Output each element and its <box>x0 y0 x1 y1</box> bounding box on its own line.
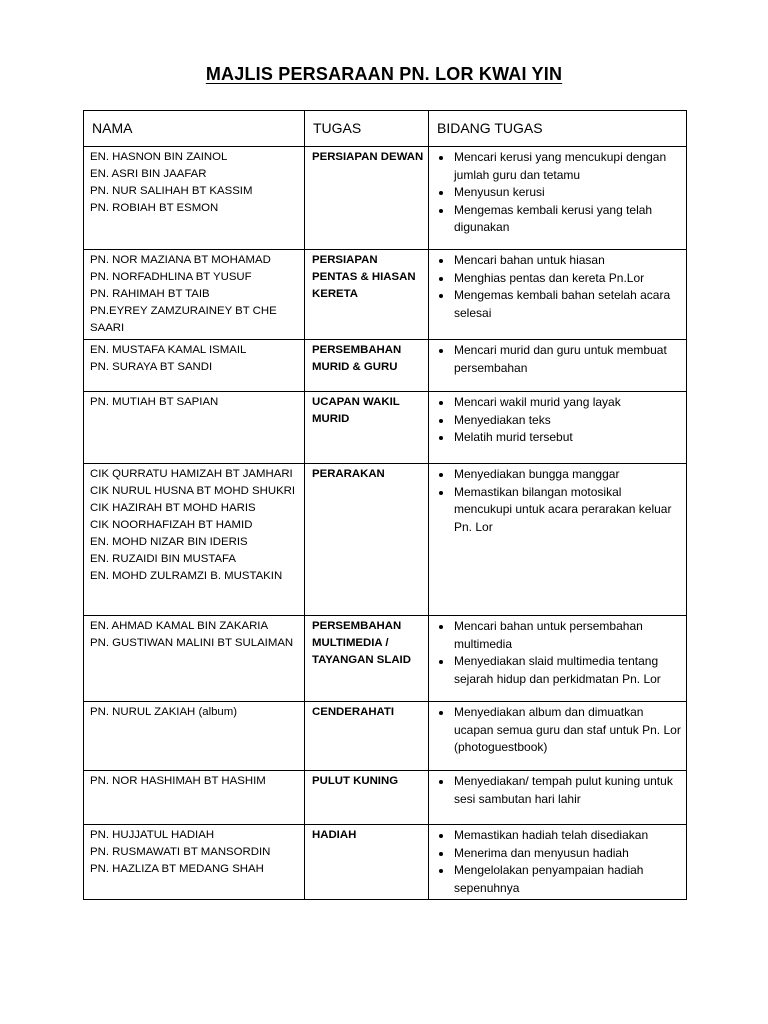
duty-name: PERSEMBAHAN MURID & GURU <box>312 344 402 373</box>
person-name: PN. NOR MAZIANA BT MOHAMAD <box>90 254 271 266</box>
task-item: Memastikan bilangan motosikal mencukupi untuk acara perarakan keluar Pn. Lor <box>429 484 682 537</box>
person-name: PN. HAZLIZA BT MEDANG SHAH <box>90 863 264 875</box>
duty-name: PERSIAPAN PENTAS & HIASAN KERETA <box>312 254 416 300</box>
duty-name: HADIAH <box>312 829 357 841</box>
task-list <box>429 771 686 810</box>
task-item: Menyusun kerusi <box>429 184 682 202</box>
person-name: PN. GUSTIWAN MALINI BT SULAIMAN <box>90 637 294 649</box>
task-list <box>429 616 686 690</box>
cell-tugas <box>305 392 429 464</box>
person-name: EN. MOHD NIZAR BIN IDERIS <box>90 536 248 548</box>
duty-table <box>83 110 687 900</box>
name-list <box>84 250 304 339</box>
task-list <box>429 250 686 324</box>
person-name: EN. MUSTAFA KAMAL ISMAIL <box>90 344 247 356</box>
duty-name: PERARAKAN <box>312 468 385 480</box>
cell-bidang-tugas <box>429 340 687 392</box>
task-item: Mencari kerusi yang mencukupi dengan jumlah guru dan tetamu <box>429 149 682 184</box>
cell-tugas <box>305 464 429 616</box>
person-name: CIK HAZIRAH BT MOHD HARIS <box>90 502 256 514</box>
name-list <box>84 771 304 792</box>
header-bidang-tugas: BIDANG TUGAS <box>429 111 687 147</box>
name-list <box>84 702 304 723</box>
duty-name: PERSIAPAN DEWAN <box>312 151 424 163</box>
task-item: Menyediakan teks <box>429 412 682 430</box>
table-row <box>84 616 687 702</box>
cell-nama <box>84 825 305 900</box>
person-name: EN. HASNON BIN ZAINOL <box>90 151 228 163</box>
cell-nama <box>84 392 305 464</box>
table-body <box>84 147 687 900</box>
cell-bidang-tugas <box>429 392 687 464</box>
cell-bidang-tugas <box>429 616 687 702</box>
cell-nama <box>84 147 305 250</box>
task-list <box>429 392 686 449</box>
person-name: CIK QURRATU HAMIZAH BT JAMHARI <box>90 468 293 480</box>
table-row <box>84 147 687 250</box>
task-item: Menyediakan bungga manggar <box>429 466 682 484</box>
header-tugas: TUGAS <box>305 111 429 147</box>
task-item: Memastikan hadiah telah disediakan <box>429 827 682 845</box>
duty-name: PERSEMBAHAN MULTIMEDIA / TAYANGAN SLAID <box>312 620 411 666</box>
task-list <box>429 340 686 379</box>
cell-nama <box>84 616 305 702</box>
task-item: Mencari bahan untuk hiasan <box>429 252 682 270</box>
cell-tugas <box>305 825 429 900</box>
cell-bidang-tugas <box>429 825 687 900</box>
task-item: Menyediakan slaid multimedia tentang sejarah hidup dan perkidmatan Pn. Lor <box>429 653 682 688</box>
task-item: Mengelolakan penyampaian hadiah sepenuhnya <box>429 862 682 897</box>
task-list <box>429 702 686 759</box>
cell-tugas <box>305 147 429 250</box>
name-list <box>84 616 304 654</box>
person-name: EN. MOHD ZULRAMZI B. MUSTAKIN <box>90 570 283 582</box>
cell-tugas <box>305 340 429 392</box>
task-list <box>429 464 686 538</box>
cell-bidang-tugas <box>429 702 687 771</box>
person-name: EN. RUZAIDI BIN MUSTAFA <box>90 553 236 565</box>
table-row <box>84 702 687 771</box>
person-name: PN. NUR SALIHAH BT KASSIM <box>90 185 253 197</box>
table-row <box>84 392 687 464</box>
person-name: PN. RUSMAWATI BT MANSORDIN <box>90 846 271 858</box>
person-name: PN. MUTIAH BT SAPIAN <box>90 396 219 408</box>
table-header-row <box>84 111 687 147</box>
task-item: Mengemas kembali kerusi yang telah digunakan <box>429 202 682 237</box>
task-item: Menghias pentas dan kereta Pn.Lor <box>429 270 682 288</box>
person-name: EN. AHMAD KAMAL BIN ZAKARIA <box>90 620 269 632</box>
cell-nama <box>84 340 305 392</box>
person-name: PN. NOR HASHIMAH BT HASHIM <box>90 775 266 787</box>
duty-name: UCAPAN WAKIL MURID <box>312 396 400 425</box>
task-item: Menyediakan/ tempah pulut kuning untuk sesi sambutan hari lahir <box>429 773 682 808</box>
table-row <box>84 825 687 900</box>
cell-tugas <box>305 250 429 340</box>
duty-name: CENDERAHATI <box>312 706 395 718</box>
name-list <box>84 825 304 880</box>
table-row <box>84 771 687 825</box>
table-row <box>84 464 687 616</box>
cell-bidang-tugas <box>429 771 687 825</box>
person-name: PN. ROBIAH BT ESMON <box>90 202 219 214</box>
person-name: PN. SURAYA BT SANDI <box>90 361 213 373</box>
person-name: PN. HUJJATUL HADIAH <box>90 829 215 841</box>
cell-nama <box>84 702 305 771</box>
cell-tugas <box>305 702 429 771</box>
document-title <box>0 64 768 85</box>
task-item: Menerima dan menyusun hadiah <box>429 845 682 863</box>
task-item: Melatih murid tersebut <box>429 429 682 447</box>
task-list <box>429 147 686 239</box>
cell-tugas <box>305 616 429 702</box>
name-list <box>84 464 304 587</box>
name-list <box>84 340 304 378</box>
task-item: Menyediakan album dan dimuatkan ucapan semua guru dan staf untuk Pn. Lor (photoguestbook) <box>429 704 682 757</box>
person-name: PN. NORFADHLINA BT YUSUF <box>90 271 252 283</box>
person-name: PN.EYREY ZAMZURAINEY BT CHE SAARI <box>90 305 277 334</box>
table-row <box>84 250 687 340</box>
cell-bidang-tugas <box>429 250 687 340</box>
header-nama: NAMA <box>84 111 305 147</box>
cell-tugas <box>305 771 429 825</box>
cell-bidang-tugas <box>429 464 687 616</box>
task-item: Mengemas kembali bahan setelah acara selesai <box>429 287 682 322</box>
person-name: CIK NURUL HUSNA BT MOHD SHUKRI <box>90 485 296 497</box>
table-row <box>84 340 687 392</box>
cell-nama <box>84 464 305 616</box>
person-name: PN. NURUL ZAKIAH (album) <box>90 706 238 718</box>
cell-nama <box>84 250 305 340</box>
task-item: Mencari bahan untuk persembahan multimedia <box>429 618 682 653</box>
duty-name: PULUT KUNING <box>312 775 399 787</box>
task-list <box>429 825 686 899</box>
task-item: Mencari wakil murid yang layak <box>429 394 682 412</box>
document-title-text: MAJLIS PERSARAAN PN. LOR KWAI YIN <box>205 64 563 84</box>
person-name: EN. ASRI BIN JAAFAR <box>90 168 207 180</box>
task-item: Mencari murid dan guru untuk membuat persembahan <box>429 342 682 377</box>
cell-bidang-tugas <box>429 147 687 250</box>
person-name: PN. RAHIMAH BT TAIB <box>90 288 210 300</box>
person-name: CIK NOORHAFIZAH BT HAMID <box>90 519 253 531</box>
name-list <box>84 147 304 219</box>
cell-nama <box>84 771 305 825</box>
name-list <box>84 392 304 413</box>
